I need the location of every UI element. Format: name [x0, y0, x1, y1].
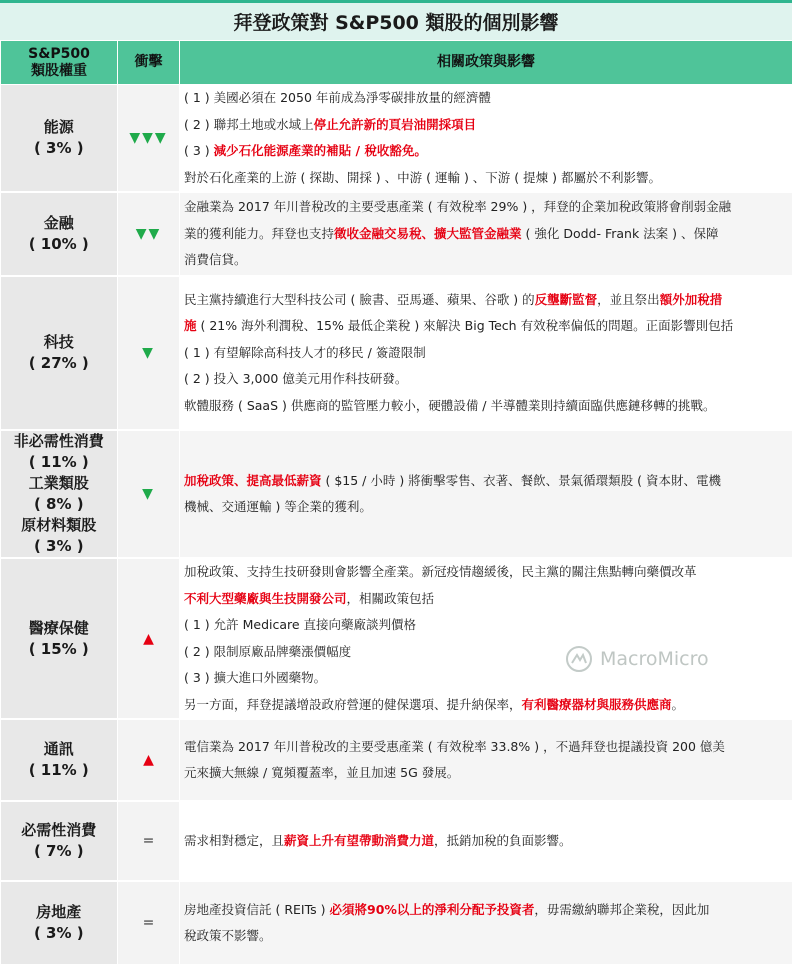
- policy-line: [184, 112, 787, 139]
- policy-line: [184, 221, 787, 248]
- sector-label: ( 11% ): [28, 453, 89, 471]
- policy-line: [184, 494, 787, 521]
- policy-text: 電信業為 2017 年川普稅改的主要受惠產業 ( 有效稅率 33.8% ) ，不過拜登也提議投資 200 億美: [184, 738, 725, 754]
- highlighted-policy-text: 減少石化能源產業的補貼 / 稅收豁免。: [213, 143, 427, 158]
- header-impact: 衝擊: [118, 41, 180, 85]
- policy-text: 對於石化產業的上游 ( 探勘、開採 ) 、中游 ( 運輸 ) 、下游 ( 提煉 ) 都屬於不利影響。: [184, 169, 661, 185]
- impact-down-arrow-icon: ▼: [142, 486, 155, 502]
- impact-cell: [118, 276, 180, 430]
- policy-text: 業的獲利能力。拜登也支持: [184, 225, 335, 241]
- policy-line: [184, 639, 787, 666]
- highlighted-policy-text: 不利大型藥廠與生技開發公司: [184, 590, 347, 606]
- policy-line: [184, 393, 787, 420]
- header-sector-weight-line2: 類股權重: [31, 62, 87, 79]
- policy-text: 加稅政策、支持生技研發則會影響全產業。新冠疫情趨緩後，民主黨的關注焦點轉向藥價改革: [184, 564, 697, 579]
- impact-down-arrow-icon: ▼: [142, 345, 155, 361]
- highlighted-policy-text: 施: [184, 318, 197, 334]
- table-row: [1, 558, 792, 719]
- sector-label: ( 27% ): [28, 354, 89, 372]
- sector-cell: [1, 85, 118, 193]
- table-row: [1, 881, 792, 965]
- policy-text: 需求相對穩定，且: [184, 832, 285, 848]
- impact-cell: [118, 801, 180, 881]
- policy-text: ( 1 ) 允許 Medicare 直接向藥廠談判價格: [184, 617, 417, 632]
- policy-line: [184, 366, 787, 393]
- policy-description-cell: [180, 558, 792, 719]
- sector-label: ( 3% ): [33, 139, 84, 157]
- policy-text: ( 3 ): [184, 143, 214, 158]
- impact-cell: [118, 85, 180, 193]
- policy-text: ( 強化 Dodd- Frank 法案 ) 、保障: [521, 225, 719, 241]
- policy-text: ( 2 ) 限制原廠品牌藥漲價幅度: [184, 643, 352, 659]
- watermark-text: MacroMicro: [600, 648, 709, 670]
- policy-text: 元來擴大無線 / 寬頻覆蓋率，並且加速 5G 發展。: [184, 765, 460, 780]
- table-row: [1, 801, 792, 881]
- sector-label: ( 8% ): [33, 495, 84, 513]
- policy-description-cell: [180, 85, 792, 193]
- policy-description-cell: [180, 719, 792, 801]
- highlighted-policy-text: 額外加稅措: [659, 291, 723, 307]
- table-row: [1, 430, 792, 558]
- impact-cell: [118, 558, 180, 719]
- highlighted-policy-text: 必須將90%以上的淨利分配予投資者: [329, 901, 535, 917]
- policy-text: 另一方面，拜登提議增設政府營運的健保選項、提升納保率，: [184, 696, 522, 712]
- policy-text: ( $15 / 小時 ) 將衝擊零售、衣著、餐飲、景氣循環類股 ( 資本財、電機: [321, 472, 722, 488]
- sector-label: ( 10% ): [28, 235, 89, 253]
- policy-line: [184, 692, 787, 719]
- impact-cell: [118, 881, 180, 965]
- policy-text: ( 1 ) 美國必須在 2050 年前成為淨零碳排放量的經濟體: [184, 90, 491, 105]
- policy-line: [184, 138, 787, 165]
- highlighted-policy-text: 反壟斷監督: [534, 291, 598, 307]
- sector-label: ( 7% ): [33, 842, 84, 860]
- policy-text: 房地產投資信託 ( REITs ): [184, 901, 330, 917]
- sector-label: ( 3% ): [33, 924, 84, 942]
- table-header-row: [1, 41, 792, 85]
- policy-text: 軟體服務 ( SaaS ) 供應商的監管壓力較小，硬體設備 / 半導體業則持續面臨供應鏈移轉的挑戰。: [184, 397, 716, 413]
- policy-line: [184, 468, 787, 495]
- sector-label: 醫療保健: [28, 618, 89, 637]
- impact-down-arrow-icon: ▼▼: [135, 226, 162, 242]
- policy-text: ，相關政策包括: [346, 590, 435, 606]
- sector-cell: [1, 881, 118, 965]
- policy-line: [184, 665, 787, 692]
- policy-line: [184, 194, 787, 221]
- header-sector-weight-line1: S&P500: [28, 45, 90, 62]
- policy-text: ，抵銷加稅的負面影響。: [434, 832, 572, 848]
- sector-cell: [1, 430, 118, 558]
- header-sector-weight: [1, 41, 118, 85]
- impact-neutral-icon: =: [142, 833, 155, 849]
- sector-cell: [1, 276, 118, 430]
- sector-label: 房地產: [36, 903, 82, 921]
- sector-label: 通訊: [43, 740, 74, 758]
- sector-label: 原材料類股: [21, 516, 97, 534]
- policy-line: [184, 340, 787, 367]
- sector-cell: [1, 192, 118, 276]
- impact-cell: [118, 719, 180, 801]
- highlighted-policy-text: 薪資上升有望帶動消費力道: [284, 832, 435, 848]
- header-policy: 相關政策與影響: [180, 41, 792, 85]
- policy-line: [184, 586, 787, 613]
- table-row: [1, 85, 792, 193]
- policy-text: 消費信貸。: [184, 252, 247, 268]
- policy-line: [184, 828, 787, 855]
- policy-text: ( 21% 海外利潤稅、15% 最低企業稅 ) 來解決 Big Tech 有效稅率偏低的問題。正面影響則包括: [196, 318, 734, 334]
- sector-label: ( 3% ): [33, 537, 84, 555]
- sector-cell: [1, 558, 118, 719]
- policy-text: 稅政策不影響。: [184, 928, 272, 943]
- highlighted-policy-text: 有利醫療器材與服務供應商: [521, 696, 672, 712]
- impact-cell: [118, 192, 180, 276]
- impact-up-arrow-icon: ▲: [143, 630, 154, 647]
- sector-label: ( 15% ): [28, 639, 89, 658]
- policy-line: [184, 559, 787, 586]
- impact-cell: [118, 430, 180, 558]
- sector-label: 工業類股: [28, 474, 89, 492]
- policy-text: ，毋需繳納聯邦企業稅，因此加: [534, 901, 710, 917]
- sector-label: 金融: [43, 214, 74, 232]
- page-title: 拜登政策對 S&P500 類股的個別影響: [0, 0, 792, 40]
- highlighted-policy-text: 停止允許新的頁岩油開採項目: [313, 116, 477, 132]
- policy-line: [184, 734, 787, 761]
- sector-label: ( 11% ): [28, 761, 89, 779]
- sector-label: 非必需性消費: [13, 432, 104, 450]
- policy-description-cell: [180, 430, 792, 558]
- policy-line: [184, 165, 787, 192]
- impact-neutral-icon: =: [142, 915, 155, 931]
- policy-text: 。: [671, 696, 685, 712]
- policy-description-cell: [180, 276, 792, 430]
- policy-text: 金融業為 2017 年川普稅改的主要受惠產業 ( 有效稅率 29% ) ，拜登的企業加稅政策將會削弱金融: [184, 199, 732, 215]
- policy-line: [184, 85, 787, 112]
- sector-label: 科技: [43, 333, 74, 351]
- table-row: [1, 276, 792, 430]
- highlighted-policy-text: 徵收金融交易稅、擴大監管金融業: [334, 225, 522, 241]
- policy-text: 機械、交通運輸 ) 等企業的獲利。: [184, 499, 372, 514]
- policy-text: 民主黨持續進行大型科技公司 ( 臉書、亞馬遜、蘋果、谷歌 ) 的: [184, 291, 535, 307]
- sector-cell: [1, 719, 118, 801]
- sector-impact-table: [0, 40, 792, 966]
- policy-line: [184, 313, 787, 340]
- table-row: [1, 719, 792, 801]
- policy-description-cell: [180, 881, 792, 965]
- highlighted-policy-text: 加稅政策、提高最低薪資: [184, 472, 322, 488]
- policy-text: ( 2 ) 投入 3,000 億美元用作科技研發。: [184, 371, 408, 387]
- policy-description-cell: [180, 801, 792, 881]
- table-row: [1, 192, 792, 276]
- sector-cell: [1, 801, 118, 881]
- policy-line: [184, 923, 787, 950]
- policy-line: [184, 760, 787, 787]
- sector-label: 必需性消費: [21, 821, 97, 839]
- policy-text: ( 2 ) 聯邦土地或水域上: [184, 116, 314, 132]
- policy-line: [184, 287, 787, 314]
- policy-description-cell: [180, 192, 792, 276]
- impact-down-arrow-icon: ▼▼▼: [129, 130, 168, 146]
- policy-text: ( 3 ) 擴大進口外國藥物。: [184, 670, 327, 685]
- policy-text: ( 1 ) 有望解除高科技人才的移民 / 簽證限制: [184, 344, 426, 360]
- impact-up-arrow-icon: ▲: [143, 752, 154, 768]
- policy-text: ，並且祭出: [597, 291, 660, 307]
- policy-line: [184, 897, 787, 924]
- policy-line: [184, 612, 787, 639]
- policy-line: [184, 247, 787, 274]
- sector-label: 能源: [43, 118, 74, 136]
